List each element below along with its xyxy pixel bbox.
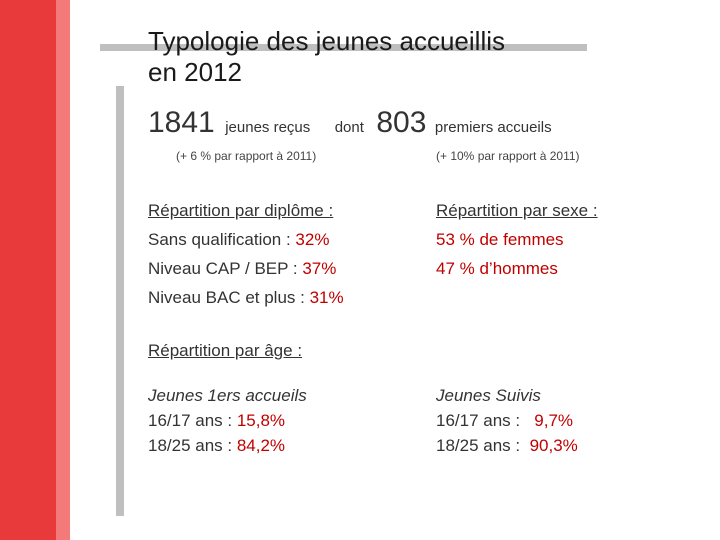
age-first-block <box>148 383 307 458</box>
sidebar-stripe-light <box>56 0 70 540</box>
content-left-bar <box>116 86 124 516</box>
age-first-item: 16/17 ans : 15,8% <box>148 411 286 430</box>
age-followed-block <box>436 383 578 458</box>
age-followed-item: 18/25 ans : 90,3% <box>436 436 578 455</box>
diploma-heading: Répartition par diplôme : <box>148 201 334 220</box>
slide-title <box>148 26 505 88</box>
sidebar-stripe-dark <box>0 0 56 540</box>
total-note: (+ 6 % par rapport à 2011) <box>176 149 317 163</box>
first-label: premiers accueils <box>434 119 552 136</box>
diploma-item: Niveau BAC et plus : 31% <box>148 288 344 307</box>
title-line-2: en 2012 <box>148 57 242 87</box>
total-label: jeunes reçus <box>225 119 311 136</box>
first-value: 803 <box>376 106 427 139</box>
sex-block <box>436 196 598 283</box>
diploma-item: Sans qualification : 32% <box>148 230 330 249</box>
diploma-block <box>148 196 344 312</box>
age-first-item: 18/25 ans : 84,2% <box>148 436 286 455</box>
age-followed-item: 16/17 ans : 9,7% <box>436 411 574 430</box>
age-heading-block <box>148 336 302 365</box>
first-note: (+ 10% par rapport à 2011) <box>436 149 580 163</box>
sex-heading: Répartition par sexe : <box>436 201 598 220</box>
title-line-1: Typologie des jeunes accueillis <box>148 26 505 56</box>
decorative-red-sidebar <box>0 0 70 540</box>
age-followed-heading: Jeunes Suivis <box>436 386 541 405</box>
total-value: 1841 <box>148 106 215 139</box>
sex-item: 47 % d’hommes <box>436 259 558 278</box>
connector-text: dont <box>334 119 364 136</box>
sex-item: 53 % de femmes <box>436 230 564 249</box>
diploma-item: Niveau CAP / BEP : 37% <box>148 259 337 278</box>
age-heading: Répartition par âge : <box>148 341 303 360</box>
summary-stats <box>148 106 552 140</box>
age-first-heading: Jeunes 1ers accueils <box>148 386 307 405</box>
